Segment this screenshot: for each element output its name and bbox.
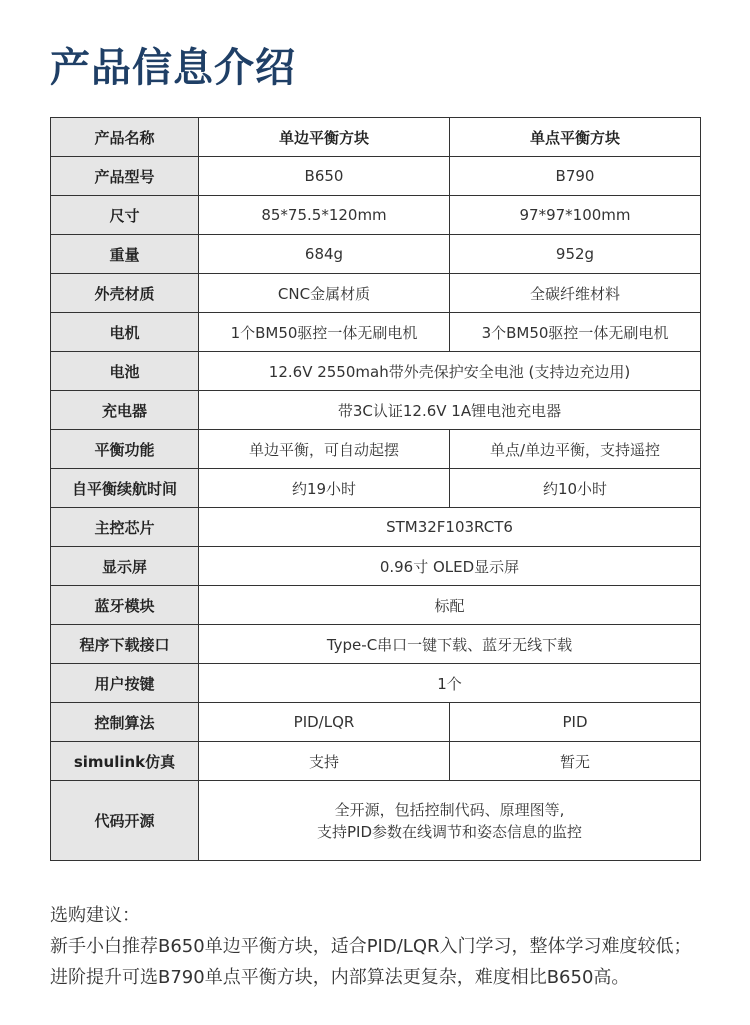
row-label: 充电器 [51, 391, 199, 430]
row-label: 用户按键 [51, 664, 199, 703]
table-row-motor [51, 313, 701, 352]
row-label: 电池 [51, 352, 199, 391]
b650-cell: 单边平衡，可自动起摆 [199, 430, 450, 469]
b790-cell: 暂无 [450, 742, 701, 781]
row-label: 电机 [51, 313, 199, 352]
b790-cell: 97*97*100mm [450, 196, 701, 235]
shared-cell: 带3C认证12.6V 1A锂电池充电器 [199, 391, 701, 430]
table-row-size [51, 196, 701, 235]
shared-cell: 0.96寸 OLED显示屏 [199, 547, 701, 586]
table-row-opensource [51, 781, 701, 861]
row-label: 显示屏 [51, 547, 199, 586]
b650-cell: 85*75.5*120mm [199, 196, 450, 235]
shared-cell: 标配 [199, 586, 701, 625]
table-row-weight [51, 235, 701, 274]
advice-title: 选购建议： [50, 905, 140, 926]
row-label: simulink仿真 [51, 742, 199, 781]
b650-cell: PID/LQR [199, 703, 450, 742]
b650-cell: 约19小时 [199, 469, 450, 508]
advice-line-1: 新手小白推荐B650单边平衡方块，适合PID/LQR入门学习，整体学习难度较低； [50, 936, 692, 957]
b650-cell: 单边平衡方块 [199, 118, 450, 157]
row-label: 程序下载接口 [51, 625, 199, 664]
shared-cell: STM32F103RCT6 [199, 508, 701, 547]
row-label: 产品名称 [51, 118, 199, 157]
b650-cell: 684g [199, 235, 450, 274]
row-label: 自平衡续航时间 [51, 469, 199, 508]
table-row-battery [51, 352, 701, 391]
table-row-charger [51, 391, 701, 430]
b650-cell: B650 [199, 157, 450, 196]
table-row-display [51, 547, 701, 586]
b650-cell: CNC金属材质 [199, 274, 450, 313]
table-row-algorithm [51, 703, 701, 742]
table-row-endurance [51, 469, 701, 508]
table-row-mcu [51, 508, 701, 547]
b790-cell: 单点平衡方块 [450, 118, 701, 157]
product-spec-table [50, 117, 701, 861]
opensource-line-1: 全开源，包括控制代码、原理图等, [334, 800, 565, 819]
table-row-balance [51, 430, 701, 469]
row-label: 主控芯片 [51, 508, 199, 547]
b650-cell: 支持 [199, 742, 450, 781]
b790-cell: 全碳纤维材料 [450, 274, 701, 313]
b790-cell: 3个BM50驱控一体无刷电机 [450, 313, 701, 352]
b790-cell: 952g [450, 235, 701, 274]
row-label: 代码开源 [51, 781, 199, 861]
row-label: 控制算法 [51, 703, 199, 742]
b790-cell: 单点/单边平衡，支持遥控 [450, 430, 701, 469]
row-label: 外壳材质 [51, 274, 199, 313]
table-row-bluetooth [51, 586, 701, 625]
row-label: 蓝牙模块 [51, 586, 199, 625]
shared-cell: 12.6V 2550mah带外壳保护安全电池 (支持边充边用) [199, 352, 701, 391]
table-row-shell [51, 274, 701, 313]
purchase-advice [50, 900, 730, 993]
shared-cell: Type-C串口一键下载、蓝牙无线下载 [199, 625, 701, 664]
b790-cell: PID [450, 703, 701, 742]
row-label: 尺寸 [51, 196, 199, 235]
advice-line-2: 进阶提升可选B790单点平衡方块，内部算法更复杂，难度相比B650高。 [50, 967, 630, 988]
b790-cell: B790 [450, 157, 701, 196]
shared-cell: 1个 [199, 664, 701, 703]
row-label: 产品型号 [51, 157, 199, 196]
table-row-simulink [51, 742, 701, 781]
shared-cell [199, 781, 701, 861]
opensource-line-2: 支持PID参数在线调节和姿态信息的监控 [316, 822, 583, 841]
row-label: 重量 [51, 235, 199, 274]
b790-cell: 约10小时 [450, 469, 701, 508]
table-row-download [51, 625, 701, 664]
table-row-model [51, 157, 701, 196]
b650-cell: 1个BM50驱控一体无刷电机 [199, 313, 450, 352]
table-row-buttons [51, 664, 701, 703]
page-title: 产品信息介绍 [50, 45, 296, 91]
table-row-product-name [51, 118, 701, 157]
row-label: 平衡功能 [51, 430, 199, 469]
